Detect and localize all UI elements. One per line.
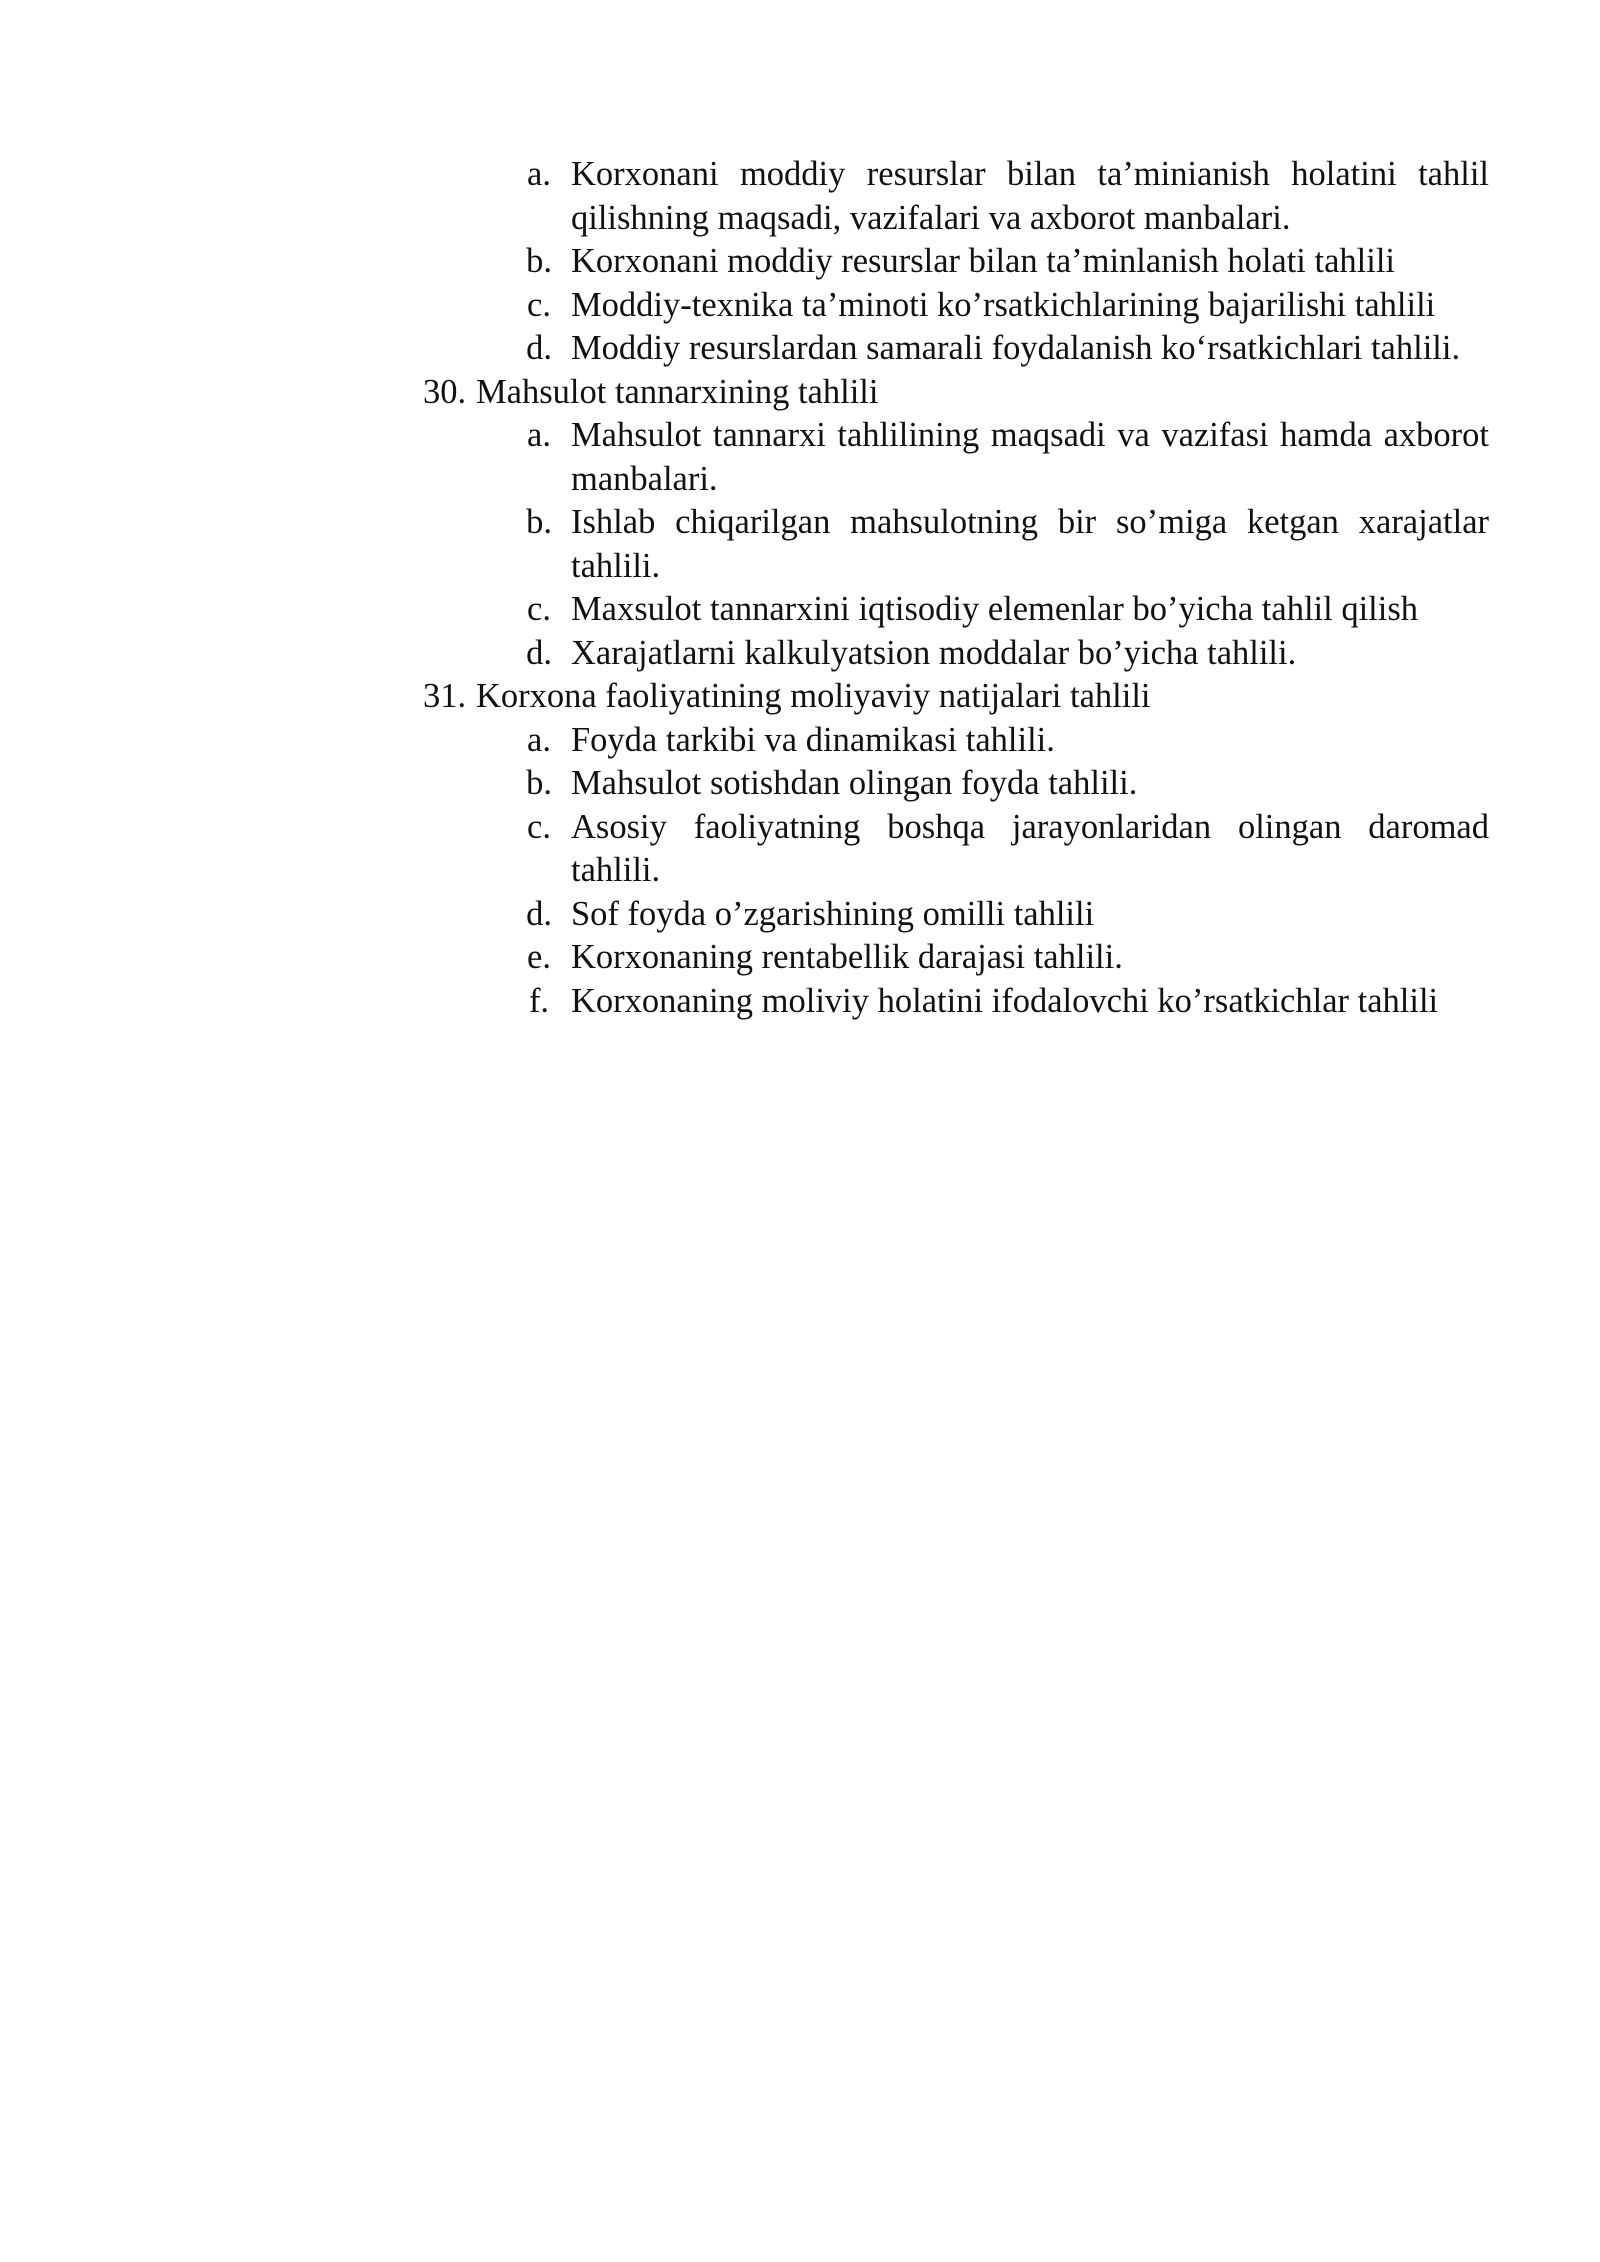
list-marker: a. xyxy=(527,720,551,759)
list-item-text: Foyda tarkibi va dinamikasi tahlili. xyxy=(571,720,1055,759)
section-title: Mahsulot tannarxining tahlili xyxy=(476,372,879,411)
list-item xyxy=(0,806,1489,893)
list-item xyxy=(0,632,1489,676)
list-marker: a. xyxy=(527,416,551,454)
list-marker: e. xyxy=(527,938,551,976)
list-marker: c. xyxy=(527,590,551,628)
list-item xyxy=(0,588,1489,632)
list-item-text: Korxonani moddiy resurslar bilan ta’minlanish holati tahlili xyxy=(571,242,1396,280)
list-item-text: Moddiy resurslardan samarali foydalanish ko‘rsatkichlari tahlili. xyxy=(571,329,1461,367)
list-item xyxy=(0,719,1489,763)
list-marker: b. xyxy=(526,764,552,802)
list-item-text: Xarajatlarni kalkulyatsion moddalar bo’yicha tahlili. xyxy=(571,633,1297,672)
list-marker: b. xyxy=(526,242,552,280)
intro-list xyxy=(0,153,1600,371)
section-number: 31. xyxy=(423,677,467,715)
list-marker: b. xyxy=(526,503,552,541)
list-item xyxy=(0,153,1489,240)
list-item-text: Ishlab chiqarilgan mahsulotning bir so’miga ketgan xarajatlar tahlili. xyxy=(571,503,1489,585)
list-item xyxy=(0,414,1489,501)
list-item-text: Maxsulot tannarxini iqtisodiy elemenlar bo’yicha tahlil qilish xyxy=(571,590,1419,628)
list-item-text: Sof foyda o’zgarishining omilli tahlili xyxy=(571,894,1095,933)
section-title: Korxona faoliyatining moliyaviy natijalari tahlili xyxy=(476,677,1151,715)
list-item-text: Mahsulot sotishdan olingan foyda tahlili. xyxy=(571,764,1138,802)
section-heading-31 xyxy=(0,675,1476,719)
list-marker: d. xyxy=(526,633,552,672)
list-item-text: Korxonaning rentabellik darajasi tahlili. xyxy=(571,938,1123,976)
list-marker: d. xyxy=(526,894,552,933)
section-heading-30 xyxy=(0,371,1476,415)
list-item xyxy=(0,327,1489,371)
list-item xyxy=(0,893,1489,937)
list-item xyxy=(0,980,1489,1024)
list-marker: d. xyxy=(526,329,552,367)
list-item-text: Mahsulot tannarxi tahlilining maqsadi va vazifasi hamda axborot manbalari. xyxy=(571,416,1489,498)
list-item-text: Asosiy faoliyatning boshqa jarayonlaridan olingan daromad tahlili. xyxy=(571,807,1489,889)
list-item-text: Moddiy-texnika ta’minoti ko’rsatkichlarining bajarilishi tahlili xyxy=(571,285,1436,324)
list-item-text: Korxonaning moliviy holatini ifodalovchi ko’rsatkichlar tahlili xyxy=(571,981,1439,1020)
section-number: 30. xyxy=(423,372,467,411)
section-30-list xyxy=(0,414,1600,675)
list-marker: a. xyxy=(527,155,551,193)
document-content xyxy=(0,153,1600,1023)
section-31-list xyxy=(0,719,1600,1024)
list-marker: f. xyxy=(528,981,550,1020)
list-item xyxy=(0,501,1489,588)
list-item xyxy=(0,936,1489,980)
list-marker: c. xyxy=(527,807,551,846)
list-item xyxy=(0,240,1489,284)
list-item xyxy=(0,284,1489,328)
list-item xyxy=(0,762,1489,806)
list-item-text: Korxonani moddiy resurslar bilan ta’minianish holatini tahlil qilishning maqsadi, vazifalari va axborot manbalari. xyxy=(571,155,1489,237)
list-marker: c. xyxy=(527,285,551,324)
